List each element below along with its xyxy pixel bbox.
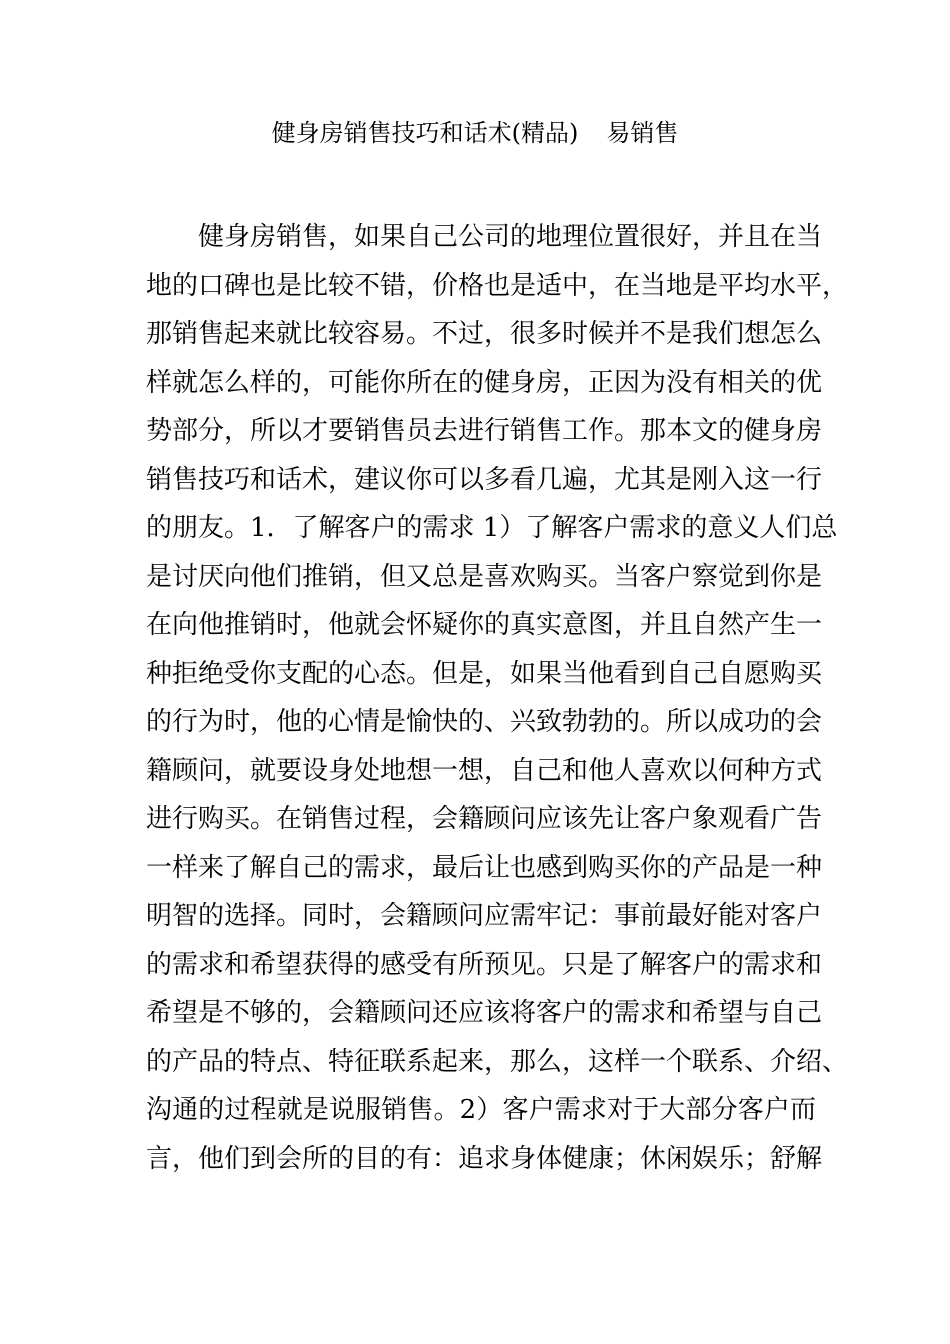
paragraph-line: 样就怎么样的，可能你所在的健身房，正因为没有相关的优: [146, 367, 823, 398]
paragraph-line: 健身房销售，如果自己公司的地理位置很好，并且在当: [198, 222, 823, 252]
paragraph-line: 明智的选择。同时，会籍顾问应需牢记：事前最好能对客户: [146, 901, 823, 931]
title-suffix: 易销售: [606, 119, 679, 147]
paragraph-line: 言，他们到会所的目的有：追求身体健康；休闲娱乐；舒解: [146, 1143, 823, 1174]
paragraph-line: 希望是不够的，会籍顾问还应该将客户的需求和希望与自己: [146, 998, 823, 1028]
paragraph-line: 的行为时，他的心情是愉快的、兴致勃勃的。所以成功的会: [146, 707, 823, 737]
document-title: [0, 115, 950, 151]
title-main: 健身房销售技巧和话术(精品): [271, 119, 579, 147]
paragraph-line: 的朋友。1．了解客户的需求 1）了解客户需求的意义人们总: [146, 513, 838, 543]
paragraph-line: 一样来了解自己的需求，最后让也感到购买你的产品是一种: [146, 852, 823, 883]
paragraph-line: 是讨厌向他们推销，但又总是喜欢购买。当客户察觉到你是: [146, 561, 823, 592]
paragraph-line: 势部分，所以才要销售员去进行销售工作。那本文的健身房: [146, 416, 823, 446]
paragraph-line: 籍顾问，就要设身处地想一想，自己和他人喜欢以何种方式: [146, 755, 823, 786]
paragraph-line: 种拒绝受你支配的心态。但是，如果当他看到自己自愿购买: [146, 658, 823, 689]
paragraph-line: 沟通的过程就是说服销售。2）客户需求对于大部分客户而: [146, 1095, 816, 1125]
paragraph-line: 在向他推销时，他就会怀疑你的真实意图，并且自然产生一: [146, 610, 823, 640]
paragraph-line: 的需求和希望获得的感受有所预见。只是了解客户的需求和: [146, 949, 823, 980]
body-paragraph: [146, 213, 849, 1183]
paragraph-line: 的产品的特点、特征联系起来，那么，这样一个联系、介绍、: [146, 1046, 849, 1077]
paragraph-line: 进行购买。在销售过程，会籍顾问应该先让客户象观看广告: [146, 804, 823, 834]
paragraph-line: 地的口碑也是比较不错，价格也是适中，在当地是平均水平，: [146, 270, 849, 301]
paragraph-line: 销售技巧和话术，建议你可以多看几遍，尤其是刚入这一行: [146, 464, 823, 495]
paragraph-line: 那销售起来就比较容易。不过，很多时候并不是我们想怎么: [146, 319, 823, 349]
